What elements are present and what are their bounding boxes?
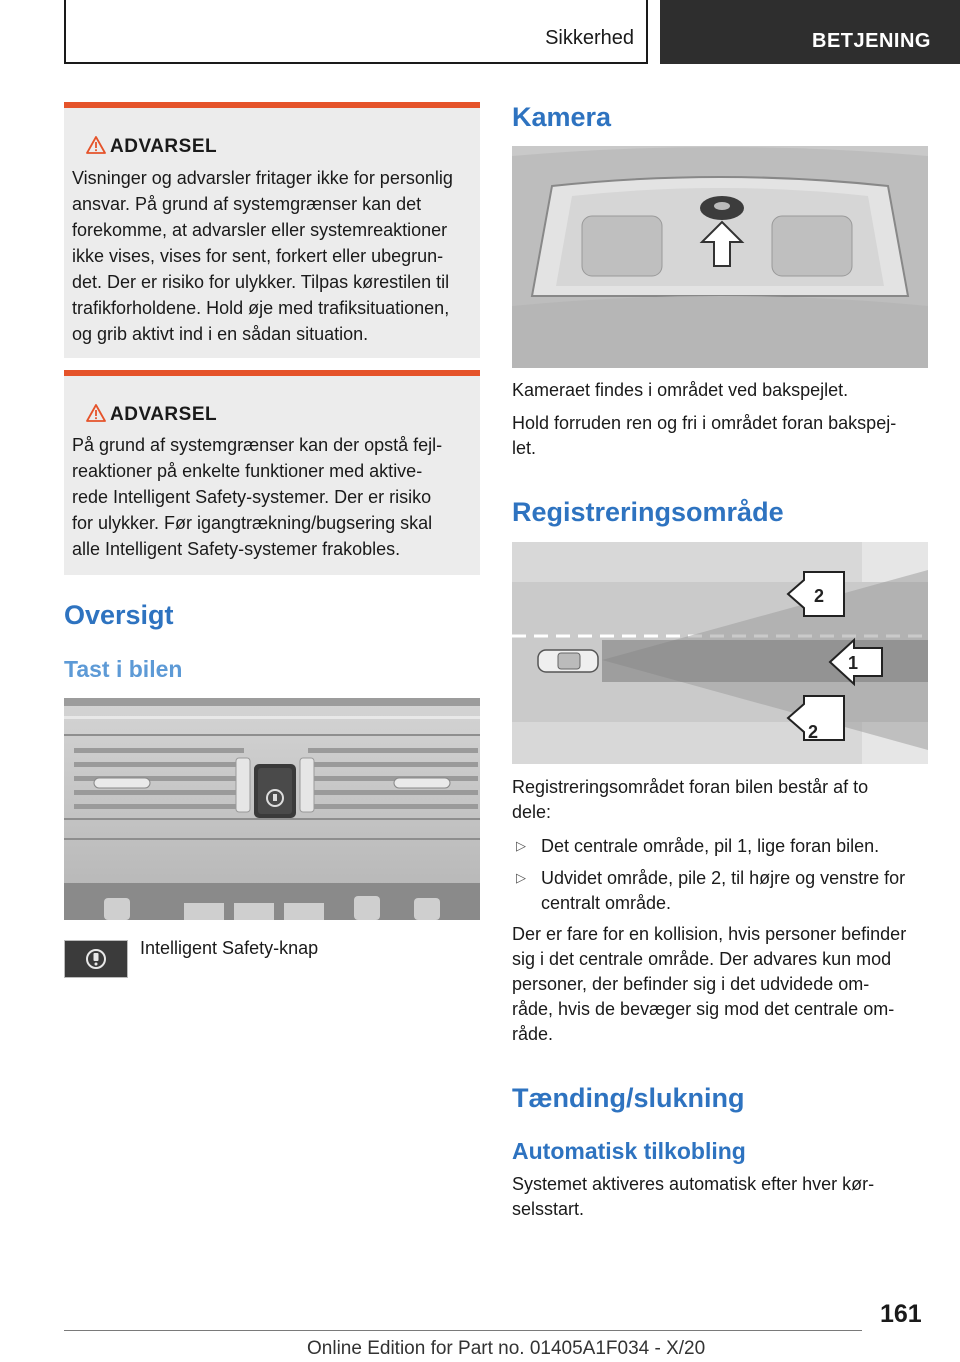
arrow-label-1: 1 (848, 653, 859, 673)
header-chapter-tab (660, 0, 960, 64)
bullet-triangle-icon: ▷ (516, 838, 526, 853)
intelligent-safety-button-icon (64, 940, 128, 978)
bullet-item-2: Udvidet område, pile 2, til højre og venstre for centralt område. (541, 868, 906, 913)
warning-box-2 (64, 370, 480, 575)
footer-edition: Online Edition for Part no. 01405A1F034 - X/20 (307, 1338, 706, 1359)
button-caption: Intelligent Safety-knap (140, 938, 319, 958)
kamera-paragraph-1: Kameraet findes i området ved bakspejlet. (512, 380, 849, 400)
auto-paragraph: Systemet aktiveres automatisk efter hver kør- selsstart. (512, 1174, 875, 1219)
footer-rule (64, 1330, 862, 1331)
warning-text: På grund af systemgrænser kan der opstå fejl- reaktioner på enkelte funktioner med aktive- rede Intelligent Safety-systemer. Der er risiko for ulykker. Før igangtrækning/bugsering skal alle Intelligent Safety-systemer frakobles. (72, 435, 443, 559)
bullet-triangle-icon: ▷ (516, 870, 526, 885)
warning-triangle-icon (86, 404, 106, 422)
heading-registreringsomraade: Registreringsområde (512, 497, 784, 527)
header-section-title: Sikkerhed (545, 27, 634, 49)
warning-triangle-icon (86, 136, 106, 154)
warning-text: Visninger og advarsler fritager ikke for personlig ansvar. På grund af systemgrænser kan det forekomme, at advarsler eller systemreaktioner ikke vises, vises for sent, forkert eller ubegrun- det. Der er risiko for ulykker. Tilpas kørestilen til trafikforholdene. Hold øje med trafiksituationen, og grib aktivt ind i en sådan situation. (72, 168, 453, 344)
detection-area-diagram (512, 542, 928, 764)
arrow-label-2-bottom: 2 (808, 722, 819, 742)
heading-tast-i-bilen: Tast i bilen (64, 656, 183, 682)
dashboard-button-photo (64, 698, 480, 920)
bullet-item-1: Det centrale område, pil 1, lige foran bilen. (541, 836, 880, 856)
heading-kamera: Kamera (512, 102, 612, 132)
heading-oversigt: Oversigt (64, 600, 174, 630)
warning-box-1 (64, 102, 480, 358)
warning-title: ADVARSEL (110, 136, 218, 157)
heading-taending-slukning: Tænding/slukning (512, 1083, 745, 1113)
registrering-paragraph-2: Der er fare for en kollision, hvis personer befinder sig i det centrale område. Der advares kun mod personer, der befinder sig i det udvidede om- råde, hvis de bevæger sig mod det centrale om- råde. (512, 924, 907, 1044)
page-number: 161 (880, 1300, 922, 1328)
camera-location-photo (512, 146, 928, 368)
header-section-tab (64, 0, 648, 64)
heading-automatisk-tilkobling: Automatisk tilkobling (512, 1138, 746, 1164)
registrering-paragraph-1: Registreringsområdet foran bilen består af to dele: (512, 777, 869, 822)
kamera-paragraph-2: Hold forruden ren og fri i området foran bakspej- let. (512, 413, 897, 458)
arrow-label-2-top: 2 (814, 586, 825, 606)
warning-title: ADVARSEL (110, 404, 218, 425)
header-chapter-title: BETJENING (812, 30, 931, 52)
